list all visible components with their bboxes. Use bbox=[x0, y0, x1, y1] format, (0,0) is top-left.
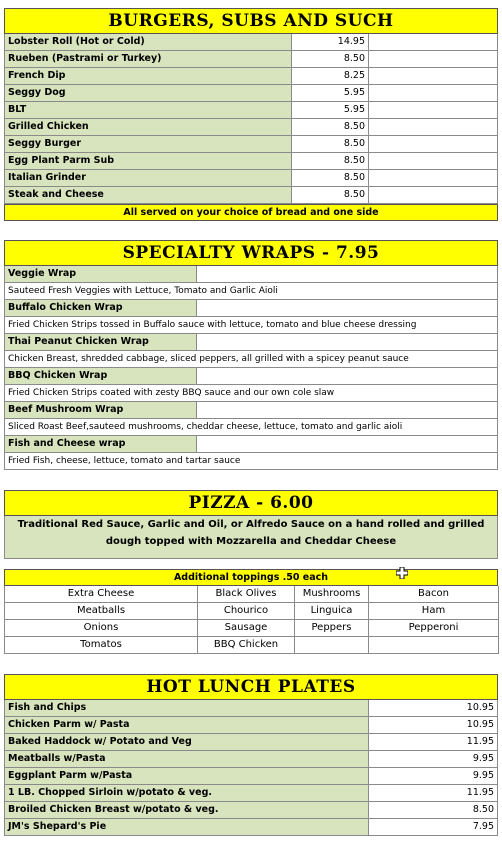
wrap-description: Sliced Roast Beef,sauteed mushrooms, cheddar cheese, lettuce, tomato and garlic aioli bbox=[4, 419, 498, 436]
wrap-name: Thai Peanut Chicken Wrap bbox=[5, 334, 197, 350]
menu-item-row bbox=[4, 751, 498, 768]
item-price: 9.95 bbox=[472, 753, 494, 764]
item-name: Italian Grinder bbox=[5, 170, 292, 186]
item-price: 8.50 bbox=[292, 136, 369, 152]
item-price: 10.95 bbox=[466, 702, 494, 713]
topping-cell: BBQ Chicken bbox=[198, 637, 295, 654]
section-title-hot-lunch: HOT LUNCH PLATES bbox=[4, 674, 498, 700]
topping-cell: Sausage bbox=[198, 620, 295, 637]
item-name: Chicken Parm w/ Pasta bbox=[5, 717, 369, 733]
wrap-name: Beef Mushroom Wrap bbox=[5, 402, 197, 418]
topping-cell: Mushrooms bbox=[295, 586, 369, 603]
wrap-name: Fish and Cheese wrap bbox=[5, 436, 197, 452]
wrap-name-row bbox=[4, 334, 498, 351]
menu-item-row bbox=[4, 153, 498, 170]
topping-cell: Onions bbox=[5, 620, 198, 637]
item-price: 10.95 bbox=[466, 719, 494, 730]
menu-item-row bbox=[4, 802, 498, 819]
wrap-description: Fried Fish, cheese, lettuce, tomato and tartar sauce bbox=[4, 453, 498, 470]
topping-cell: Tomatos bbox=[5, 637, 198, 654]
topping-cell: Peppers bbox=[295, 620, 369, 637]
item-price: 8.50 bbox=[292, 119, 369, 135]
item-price: 11.95 bbox=[466, 736, 494, 747]
toppings-row bbox=[4, 620, 498, 637]
item-name: Lobster Roll (Hot or Cold) bbox=[5, 34, 292, 50]
section-title-wraps: SPECIALTY WRAPS - 7.95 bbox=[4, 240, 498, 266]
item-price: 8.50 bbox=[292, 187, 369, 203]
item-price: 5.95 bbox=[292, 85, 369, 101]
item-price: 8.25 bbox=[292, 68, 369, 84]
item-price: 8.50 bbox=[472, 804, 494, 815]
wrap-name-row bbox=[4, 368, 498, 385]
item-name: JM's Shepard's Pie bbox=[5, 819, 369, 835]
menu-item-row bbox=[4, 51, 498, 68]
wrap-name-row bbox=[4, 402, 498, 419]
wrap-description: Fried Chicken Strips tossed in Buffalo sauce with lettuce, tomato and blue cheese dressing bbox=[4, 317, 498, 334]
toppings-label: Additional toppings .50 each bbox=[4, 569, 498, 586]
toppings-row bbox=[4, 603, 498, 620]
menu-item-row bbox=[4, 136, 498, 153]
item-name: Meatballs w/Pasta bbox=[5, 751, 369, 767]
menu-item-row bbox=[4, 119, 498, 136]
menu-item-row bbox=[4, 187, 498, 204]
menu-item-row bbox=[4, 170, 498, 187]
wrap-name-row bbox=[4, 436, 498, 453]
topping-cell: Ham bbox=[369, 603, 499, 620]
pizza-description: Traditional Red Sauce, Garlic and Oil, or Alfredo Sauce on a hand rolled and grilled dough topped with Mozzarella and Cheddar Cheese bbox=[4, 516, 498, 559]
menu-item-row bbox=[4, 85, 498, 102]
menu-item-row bbox=[4, 68, 498, 85]
section-title-pizza: PIZZA - 6.00 bbox=[4, 490, 498, 516]
item-name: Steak and Cheese bbox=[5, 187, 292, 203]
item-name: BLT bbox=[5, 102, 292, 118]
item-name: Grilled Chicken bbox=[5, 119, 292, 135]
topping-cell bbox=[295, 637, 369, 654]
wrap-description: Chicken Breast, shredded cabbage, sliced peppers, all grilled with a spicey peanut sauce bbox=[4, 351, 498, 368]
item-name: Fish and Chips bbox=[5, 700, 369, 716]
item-name: French Dip bbox=[5, 68, 292, 84]
item-price: 5.95 bbox=[292, 102, 369, 118]
wrap-name: BBQ Chicken Wrap bbox=[5, 368, 197, 384]
toppings-row bbox=[4, 637, 498, 654]
item-price: 11.95 bbox=[466, 787, 494, 798]
item-name: Seggy Dog bbox=[5, 85, 292, 101]
menu-item-row bbox=[4, 785, 498, 802]
topping-cell bbox=[369, 637, 499, 654]
item-name: Eggplant Parm w/Pasta bbox=[5, 768, 369, 784]
item-price: 7.95 bbox=[472, 821, 494, 832]
topping-cell: Meatballs bbox=[5, 603, 198, 620]
item-price: 9.95 bbox=[472, 770, 494, 781]
item-price: 14.95 bbox=[292, 34, 369, 50]
menu-item-row bbox=[4, 102, 498, 119]
topping-cell: Chourico bbox=[198, 603, 295, 620]
item-price: 8.50 bbox=[292, 51, 369, 67]
menu-item-row bbox=[4, 717, 498, 734]
menu-item-row bbox=[4, 768, 498, 785]
topping-cell: Bacon bbox=[369, 586, 499, 603]
item-name: Rueben (Pastrami or Turkey) bbox=[5, 51, 292, 67]
topping-cell: Extra Cheese bbox=[5, 586, 198, 603]
topping-cell: Linguica bbox=[295, 603, 369, 620]
wrap-description: Fried Chicken Strips coated with zesty BBQ sauce and our own cole slaw bbox=[4, 385, 498, 402]
section-title-burgers: BURGERS, SUBS AND SUCH bbox=[4, 8, 498, 34]
menu-item-row bbox=[4, 34, 498, 51]
wrap-name: Veggie Wrap bbox=[5, 266, 197, 282]
item-price: 8.50 bbox=[292, 153, 369, 169]
menu-item-row bbox=[4, 700, 498, 717]
item-name: Baked Haddock w/ Potato and Veg bbox=[5, 734, 369, 750]
wrap-description: Sauteed Fresh Veggies with Lettuce, Tomato and Garlic Aioli bbox=[4, 283, 498, 300]
topping-cell: Pepperoni bbox=[369, 620, 499, 637]
item-name: Broiled Chicken Breast w/potato & veg. bbox=[5, 802, 369, 818]
move-cursor-icon bbox=[396, 567, 408, 579]
wrap-name-row bbox=[4, 266, 498, 283]
wrap-name: Buffalo Chicken Wrap bbox=[5, 300, 197, 316]
item-price: 8.50 bbox=[292, 170, 369, 186]
topping-cell: Black Olives bbox=[198, 586, 295, 603]
item-name: 1 LB. Chopped Sirloin w/potato & veg. bbox=[5, 785, 369, 801]
menu-item-row bbox=[4, 819, 498, 836]
item-name: Egg Plant Parm Sub bbox=[5, 153, 292, 169]
toppings-row bbox=[4, 586, 498, 603]
item-name: Seggy Burger bbox=[5, 136, 292, 152]
burgers-note: All served on your choice of bread and one side bbox=[4, 204, 498, 221]
wrap-name-row bbox=[4, 300, 498, 317]
menu-item-row bbox=[4, 734, 498, 751]
